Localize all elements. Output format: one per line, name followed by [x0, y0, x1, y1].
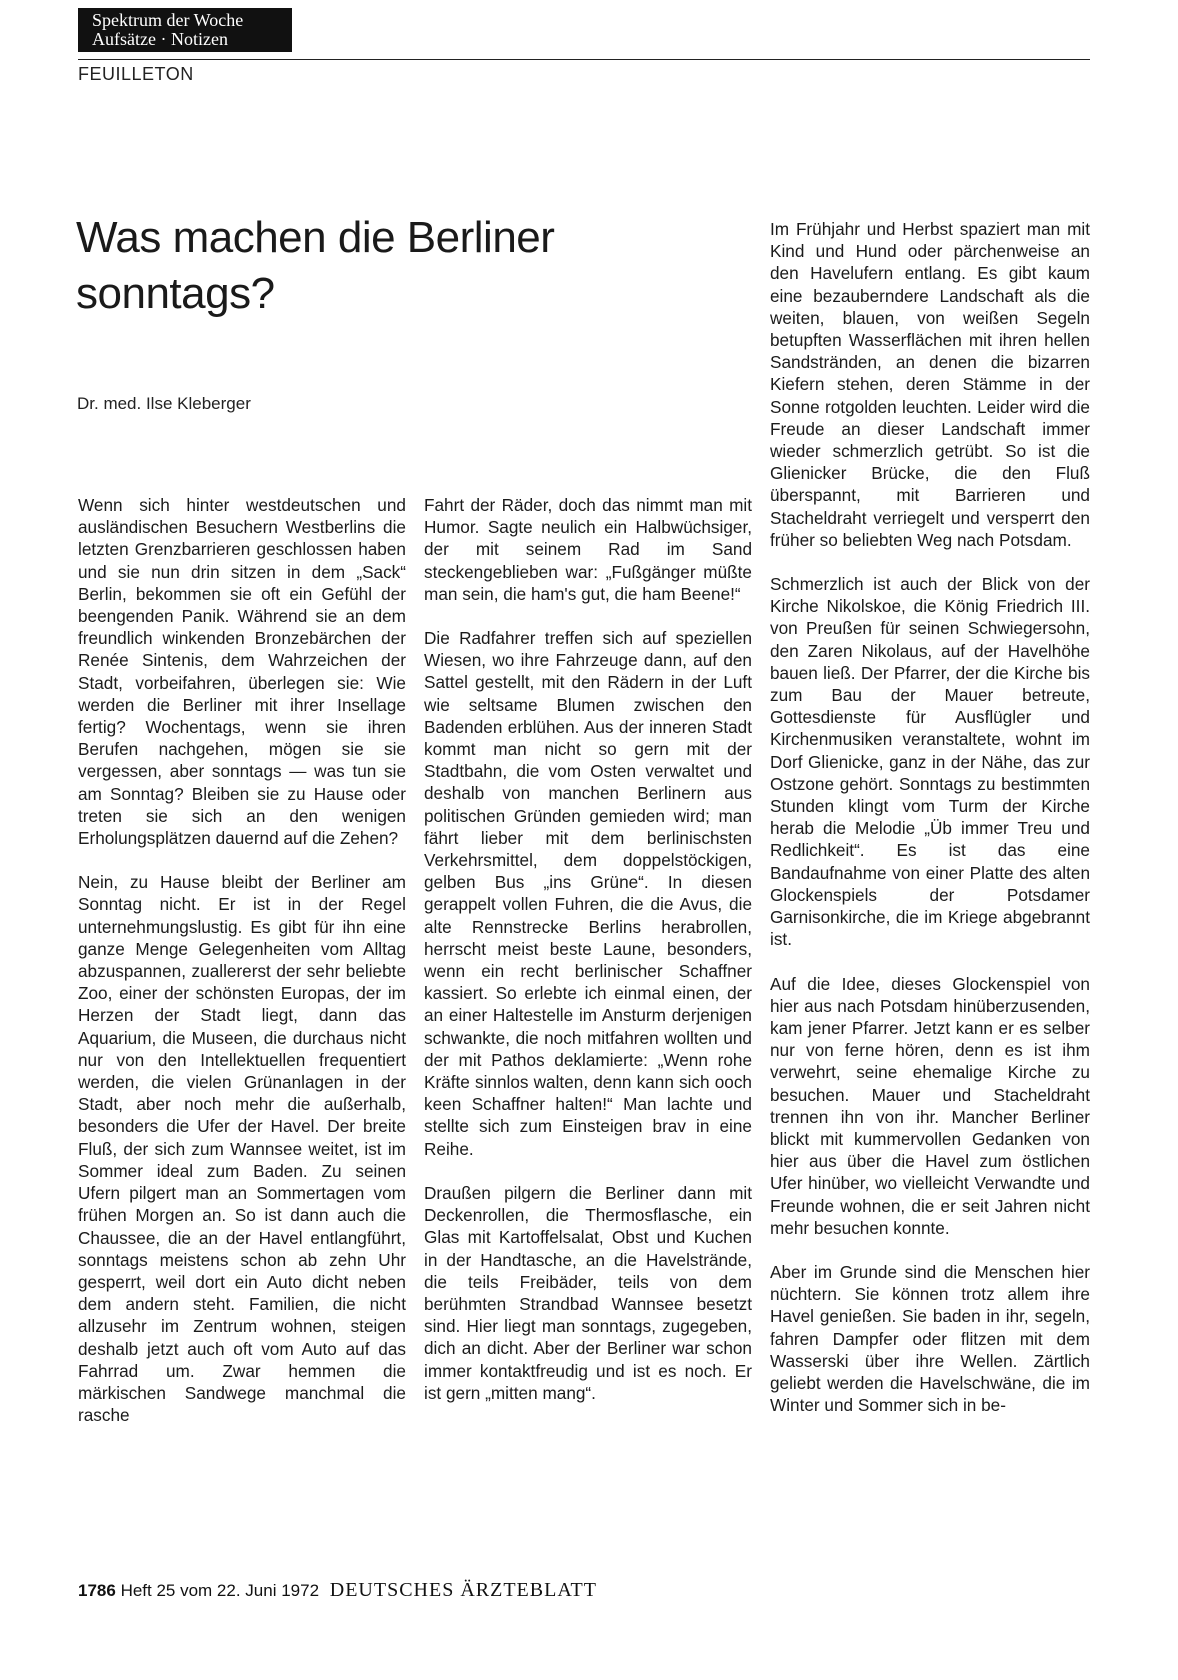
paragraph: Draußen pilgern die Berliner dann mit Deckenrollen, die Thermosflasche, ein Glas mit Kartoffelsalat, Obst und Kuchen in der Handtasche, an die Havelstrände, die teils Freibäder, teils von dem berühmten Strandbad Wannsee besetzt sind. Hier liegt man sonntags, zugegeben, dich an dicht. Aber der Berliner war schon immer kontaktfreudig und ist es noch. Er ist gern „mitten mang“. [424, 1182, 752, 1403]
paragraph: Schmerzlich ist auch der Blick von der Kirche Nikolskoe, die König Friedrich III. von Preußen für seinen Schwiegersohn, den Zaren Nikolaus, auf der Havelhöhe bauen ließ. Der Pfarrer, der die Kirche bis zum Bau der Mauer betreute, Gottesdienste für Ausflügler und Kirchenmusiken veranstaltete, wohnt im Dorf Glienicke, ganz in der Nähe, das zur Ostzone gehört. Sonntags zu bestimmten Stunden klingt vom Turm der Kirche herab die Melodie „Üb immer Treu und Redlichkeit“. Es ist das eine Bandaufnahme von einer Platte des alten Glockenspiels der Potsdamer Garnisonkirche, die im Kriege abgebrannt ist. [770, 574, 1090, 950]
article-column-1 [78, 494, 406, 1448]
paragraph: Fahrt der Räder, doch das nimmt man mit Humor. Sagte neulich ein Halbwüchsiger, der mit seinem Rad im Sand steckengeblieben war: „Fußgänger müßte man sein, die ham's gut, die ham Beene!“ [424, 495, 752, 604]
paragraph: Wenn sich hinter westdeutschen und ausländischen Besuchern Westberlins die letzten Grenzbarrieren geschlossen haben und sie nun drin sitzen in dem „Sack“ Berlin, bekommen sie oft ein Gefühl der beengenden Panik. Während sie an dem freundlich winkenden Bronzebärchen der Renée Sintenis, dem Wahrzeichen der Stadt, vorbeifahren, überlegen sie: Wie werden die Berliner mit ihrer Insellage fertig? Wochentags, wenn sie ihren Berufen nachgehen, mögen sie sie vergessen, aber sonntags — was tun sie am Sonntag? Bleiben sie zu Hause oder treten sie sich an den wenigen Erholungsplätzen dauernd auf die Zehen? [78, 495, 406, 849]
paragraph: Im Frühjahr und Herbst spaziert man mit Kind und Hund oder pärchenweise an den Havelufern entlang. Es gibt kaum eine bezauberndere Landschaft als die weiten, blauen, von weißen Segeln betupften Wasserflächen mit ihren hellen Sandstränden, an denen die bizarren Kiefern stehen, deren Stämme in der Sonne rotgolden leuchten. Leider wird die Freude an dieser Landschaft immer wieder schmerzlich getrübt. So ist die Glienicker Brücke, die den Fluß überspannt, mit Barrieren und Stacheldraht verriegelt und versperrt den früher so beliebten Weg nach Potsdam. [770, 219, 1090, 550]
article-column-3 [770, 218, 1090, 1438]
page-number: 1786 [78, 1581, 116, 1600]
paragraph: Auf die Idee, dieses Glockenspiel von hier aus nach Potsdam hinüberzusenden, kam jener Pfarrer. Jetzt kann er es selber nur von ferne hören, denn es ist ihm verwehrt, seine ehemalige Kirche zu besuchen. Mauer und Stacheldraht trennen ihn von ihr. Mancher Berliner blickt mit kummervollen Gedanken von hier aus über die Havel zum östlichen Ufer hinüber, wo vielleicht Verwandte und Freunde wohnen, die er seit Jahren nicht mehr besuchen konnte. [770, 973, 1090, 1238]
article-column-2 [424, 494, 752, 1426]
journal-name: DEUTSCHES ÄRZTEBLATT [329, 1579, 597, 1601]
article-author: Dr. med. Ilse Kleberger [77, 394, 251, 413]
badge-line-2: Aufsätze · Notizen [92, 29, 228, 49]
badge-line-1: Spektrum der Woche [92, 10, 244, 30]
paragraph: Nein, zu Hause bleibt der Berliner am Sonntag nicht. Er ist in der Regel unternehmungslustig. Es gibt für ihn eine ganze Menge Gelegenheiten vom Alltag abzuspannen, zuallererst der sehr beliebte Zoo, einer der schönsten Europas, der im Herzen der Stadt liegt, dann das Aquarium, die Museen, die durchaus nicht nur von den Intellektuellen frequentiert werden, die vielen Grünanlagen in der Stadt, aber noch mehr die außerhalb, besonders die Ufer der Havel. Der breite Fluß, der sich zum Wannsee weitet, ist im Sommer ideal zum Baden. Zu seinen Ufern pilgert man an Sommertagen vom frühen Morgen an. So ist dann auch die Chaussee, die an der Havel entlangführt, sonntags meistens schon ab zehn Uhr gesperrt, weil dort ein Auto dicht neben dem andern steht. Familien, die nicht allzusehr im Zentrum wohnen, steigen deshalb jetzt auch oft vom Auto auf das Fahrrad um. Zwar hemmen die märkischen Sandwege manchmal die rasche [78, 872, 406, 1426]
header-rule [78, 59, 1090, 60]
page-footer [78, 1579, 597, 1602]
paragraph: Aber im Grunde sind die Menschen hier nüchtern. Sie können trotz allem ihre Havel genießen. Sie baden in ihr, segeln, fahren Dampfer oder flitzen mit dem Wasserski über ihre Wellen. Zärtlich geliebt werden die Havelschwäne, die im Winter und Sommer sich in be- [770, 1261, 1090, 1416]
section-badge [78, 8, 292, 52]
section-label: FEUILLETON [78, 64, 194, 84]
issue-info: Heft 25 vom 22. Juni 1972 [120, 1581, 320, 1600]
paragraph: Die Radfahrer treffen sich auf speziellen Wiesen, wo ihre Fahrzeuge dann, auf den Sattel gestellt, mit den Rädern in der Luft wie seltsame Blumen zwischen den Badenden erblühen. Aus der inneren Stadt kommt man nicht so gern mit der Stadtbahn, die vom Osten verwaltet und deshalb von manchen Berlinern aus politischen Gründen gemieden wird; man fährt lieber mit dem berlinischsten Verkehrsmittel, dem doppelstöckigen, gelben Bus „ins Grüne“. In diesen gerappelt vollen Fuhren, die die Avus, die alte Rennstrecke Berlins herabrollen, herrscht meist beste Laune, besonders, wenn ein recht berlinischer Schaffner kassiert. So erlebte ich einmal einen, der an einer Haltestelle im Ansturm derjenigen schwankte, die noch mitfahren wollten und der mit Pathos deklamierte: „Wenn rohe Kräfte sinnlos walten, denn kann sich ooch keen Schaffner halten!“ Man lachte und stellte sich zum Einsteigen brav in eine Reihe. [424, 628, 752, 1159]
article-title: Was machen die Berliner sonntags? [76, 213, 555, 318]
